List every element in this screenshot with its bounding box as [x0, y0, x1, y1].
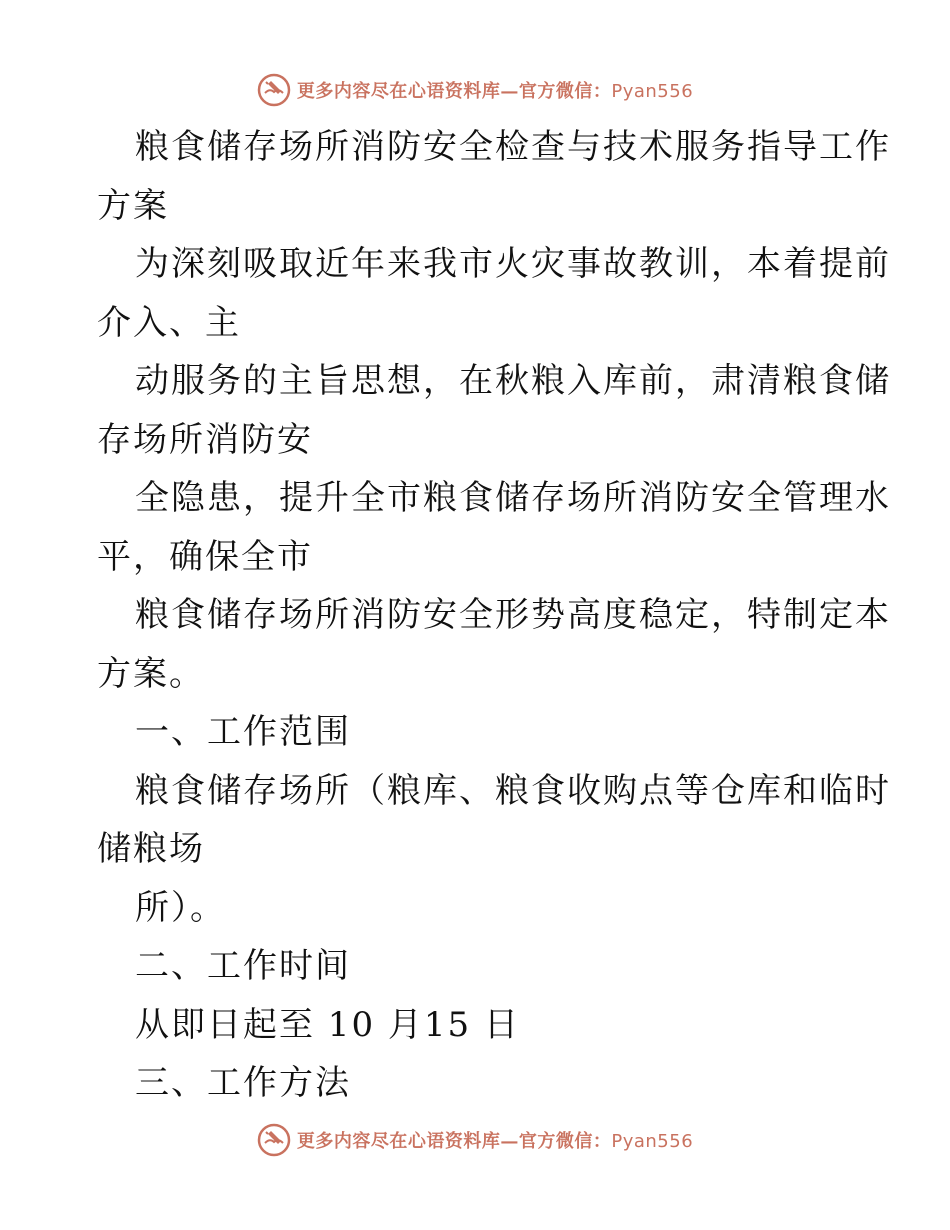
- document-line: 为深刻吸取近年来我市火灾事故教训，本着提前: [135, 244, 891, 284]
- document-line: 介入、主: [97, 302, 241, 343]
- document-line: 所）。: [135, 887, 226, 928]
- document-body: [97, 118, 891, 1113]
- book-pen-logo-icon: [257, 1123, 291, 1157]
- watermark-text: 更多内容尽在心语资料库—官方微信：Pyan556: [296, 81, 694, 102]
- document-line: 动服务的主旨思想，在秋粮入库前，肃清粮食储: [135, 361, 891, 401]
- document-line: 一、工作范围: [135, 712, 351, 752]
- document-line: 粮食储存场所消防安全检查与技术服务指导工作: [135, 127, 891, 167]
- document-line: 平，确保全市: [97, 536, 313, 577]
- header-watermark: [0, 70, 950, 110]
- document-line: 储粮场: [97, 829, 205, 869]
- document-line: 方案: [97, 185, 169, 226]
- document-line: 粮食储存场所消防安全形势高度稳定，特制定本: [135, 595, 891, 635]
- document-line: 二、工作时间: [135, 946, 351, 986]
- book-pen-logo-icon: [257, 73, 291, 107]
- document-line: 三、工作方法: [135, 1063, 351, 1103]
- document-line: 从即日起至 10 月15 日: [135, 1004, 520, 1045]
- document-line: 粮食储存场所（粮库、粮食收购点等仓库和临时: [135, 770, 891, 811]
- document-line: 存场所消防安: [97, 419, 313, 460]
- watermark-text: 更多内容尽在心语资料库—官方微信：Pyan556: [296, 1131, 694, 1152]
- document-line: 全隐患，提升全市粮食储存场所消防安全管理水: [135, 478, 891, 518]
- document-line: 方案。: [97, 653, 205, 694]
- footer-watermark: [0, 1120, 950, 1160]
